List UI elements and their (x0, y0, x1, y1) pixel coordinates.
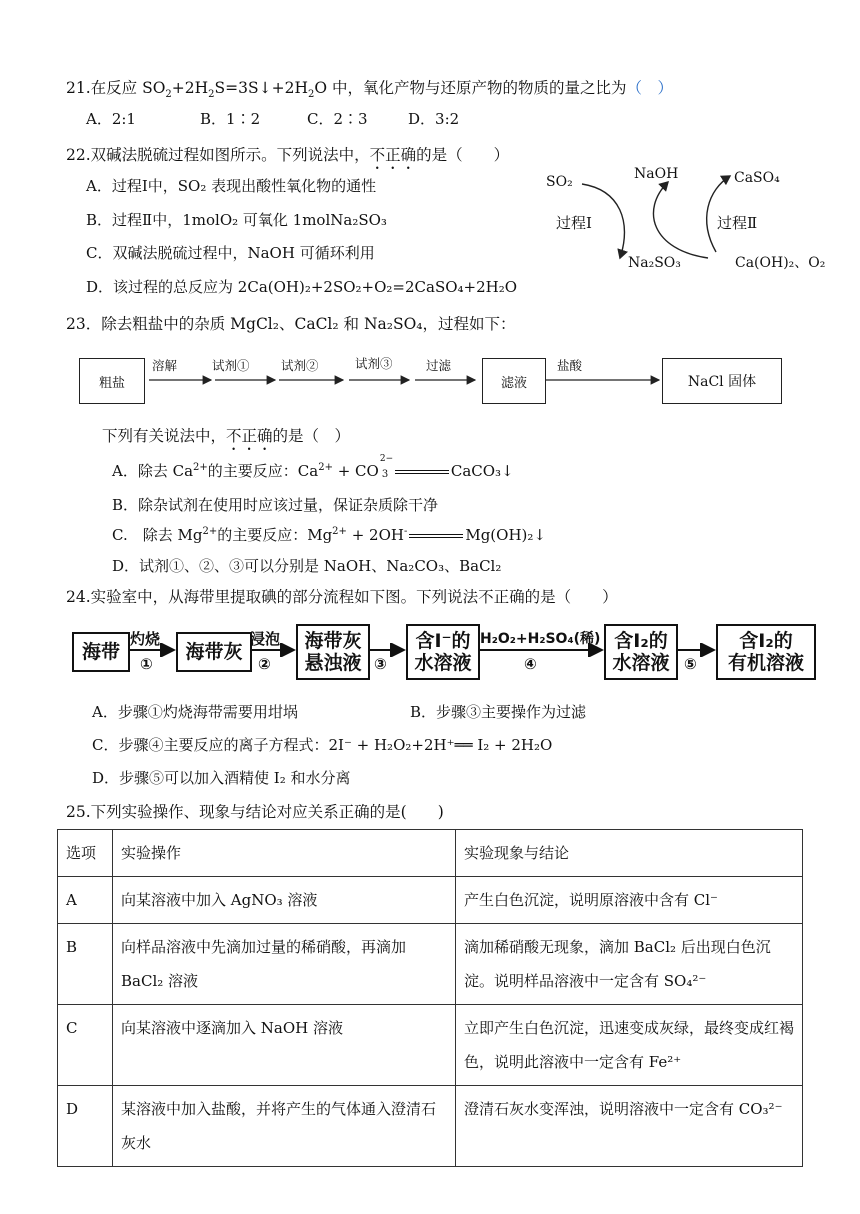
flow-label-burn: 灼烧 (130, 630, 161, 648)
table-row[interactable] (58, 1086, 803, 1167)
flow-num-1: ① (140, 655, 153, 673)
flow-step-reagent1: 试剂① (212, 358, 250, 373)
flow-step-reagent2: 试剂② (281, 358, 319, 373)
table-header-row (58, 830, 803, 877)
caoh2-o2-label: Ca(OH)₂、O₂ (735, 255, 826, 271)
header-result: 实验现象与结论 (456, 830, 803, 877)
q21-option-a[interactable]: A．2:1 (86, 110, 136, 128)
flow-num-3: ③ (374, 655, 387, 673)
q21-option-b[interactable]: B．1∶2 (200, 110, 261, 128)
q24-option-a[interactable]: A．步骤①灼烧海带需要用坩埚 (92, 703, 298, 721)
row-b-result: 滴加稀硝酸无现象，滴加 BaCl₂ 后出现白色沉淀。说明样品溶液中一定含有 SO₄²⁻ (456, 924, 803, 1005)
q24-option-c[interactable]: C．步骤④主要反应的离子方程式：2I⁻ + H₂O₂+2H⁺══ I₂ + 2H₂O (92, 736, 553, 754)
q22-option-d[interactable]: D．该过程的总反应为 2Ca(OH)₂+2SO₂+O₂=2CaSO₄+2H₂O (86, 278, 518, 296)
flow-num-2: ② (258, 655, 271, 673)
row-d-operation: 某溶液中加入盐酸，并将产生的气体通入澄清石灰水 (113, 1086, 456, 1167)
flow-box-nacl: NaCl 固体 (662, 358, 782, 404)
q21-stem: 21.在反应 $SO_2+2H_2S=3S↓+2H_2O$ 中，氧化产物与还原产物的物质的量之比为（ ） (66, 79, 674, 101)
row-d-result: 澄清石灰水变浑浊，说明溶液中一定含有 CO₃²⁻ (456, 1086, 803, 1167)
row-a-operation: 向某溶液中加入 AgNO₃ 溶液 (113, 877, 456, 924)
q22-option-a[interactable]: A．过程Ⅰ中，SO₂ 表现出酸性氧化物的通性 (86, 177, 377, 195)
flow-num-4: ④ (524, 655, 537, 673)
table-row[interactable] (58, 877, 803, 924)
q23-flow-arrows (143, 372, 663, 388)
row-c-option: C (58, 1005, 113, 1086)
q23-substem: 下列有关说法中，不正确的是（ ） (102, 427, 351, 445)
row-c-operation: 向某溶液中逐滴加入 NaOH 溶液 (113, 1005, 456, 1086)
flow-label-oxidant: H₂O₂+H₂SO₄(稀) (480, 631, 601, 647)
table-row[interactable] (58, 924, 803, 1005)
na2so3-label: Na₂SO₃ (628, 255, 681, 271)
cycle-arrow-left (653, 182, 708, 258)
q22-option-b[interactable]: B．过程Ⅱ中，1molO₂ 可氧化 1molNa₂SO₃ (86, 211, 387, 229)
q22-option-c[interactable]: C．双碱法脱硫过程中，NaOH 可循环利用 (86, 244, 375, 262)
q21-option-d[interactable]: D．3:2 (408, 110, 460, 128)
header-operation: 实验操作 (113, 830, 456, 877)
flow-label-soak: 浸泡 (250, 630, 281, 648)
naoh-label: NaOH (634, 166, 679, 182)
flow-step-filter: 过滤 (426, 358, 452, 373)
q25-stem: 25.下列实验操作、现象与结论对应关系正确的是( ) (66, 803, 444, 821)
flow-num-5: ⑤ (684, 655, 697, 673)
q21-option-c[interactable]: C．2∶3 (307, 110, 368, 128)
flow-box-kelp: 海带 (72, 632, 130, 672)
q24-stem: 24.实验室中，从海带里提取碘的部分流程如下图。下列说法不正确的是（ ） (66, 588, 618, 606)
header-option: 选项 (58, 830, 113, 877)
q22-stem: 22.双碱法脱硫过程如图所示。下列说法中，不正确的是（ ） (66, 146, 510, 164)
flow-step-hcl: 盐酸 (557, 358, 583, 373)
caso4-label: CaSO₄ (734, 170, 780, 186)
flow-box-iodide-solution: 含I⁻的 水溶液 (406, 624, 480, 680)
q23-option-b[interactable]: B．除杂试剂在使用时应该过量，保证杂质除干净 (112, 496, 439, 514)
answer-paren[interactable]: （ ） (626, 79, 674, 97)
q23-option-d[interactable]: D．试剂①、②、③可以分别是 NaOH、Na₂CO₃、BaCl₂ (112, 557, 502, 575)
process2-label: 过程Ⅱ (717, 214, 758, 232)
flow-box-crude-salt: 粗盐 (79, 358, 145, 404)
q23-option-a[interactable]: A．除去 $Ca^{2+}$的主要反应：$Ca^{2+}$ + CO 2− 3 CaCO₃↓ (112, 454, 514, 480)
row-b-operation: 向样品溶液中先滴加过量的稀硝酸，再滴加 BaCl₂ 溶液 (113, 924, 456, 1005)
flow-step-reagent3: 试剂③ (355, 356, 393, 371)
q24-flow-arrows (126, 643, 718, 657)
flow-box-kelp-ash: 海带灰 (176, 632, 252, 672)
q24-option-b[interactable]: B．步骤③主要操作为过滤 (410, 703, 587, 721)
q25-table (57, 829, 803, 1167)
table-row[interactable] (58, 1005, 803, 1086)
process1-arrow-up (598, 181, 633, 192)
q24-option-d[interactable]: D．步骤⑤可以加入酒精使 I₂ 和水分离 (92, 769, 351, 787)
q23-stem: 23．除去粗盐中的杂质 MgCl₂、CaCl₂ 和 Na₂SO₄，过程如下： (66, 315, 516, 333)
so2-label: SO₂ (546, 174, 573, 190)
row-a-result: 产生白色沉淀，说明原溶液中含有 Cl⁻ (456, 877, 803, 924)
flow-box-iodine-organic: 含I₂的 有机溶液 (716, 624, 816, 680)
row-a-option: A (58, 877, 113, 924)
flow-step-dissolve: 溶解 (152, 358, 178, 373)
flow-box-suspension: 海带灰 悬浊液 (296, 624, 370, 680)
flow-box-iodine-water: 含I₂的 水溶液 (604, 624, 678, 680)
process1-label: 过程Ⅰ (556, 214, 592, 232)
row-b-option: B (58, 924, 113, 1005)
row-c-result: 立即产生白色沉淀，迅速变成灰绿，最终变成红褐色，说明此溶液中一定含有 Fe²⁺ (456, 1005, 803, 1086)
q23-option-c[interactable]: C. 除去 $Mg^{2+}$的主要反应：$Mg^{2+} + 2OH^-$ Mg(OH)₂↓ (112, 526, 546, 544)
row-d-option: D (58, 1086, 113, 1167)
flow-box-filtrate: 滤液 (482, 358, 546, 404)
